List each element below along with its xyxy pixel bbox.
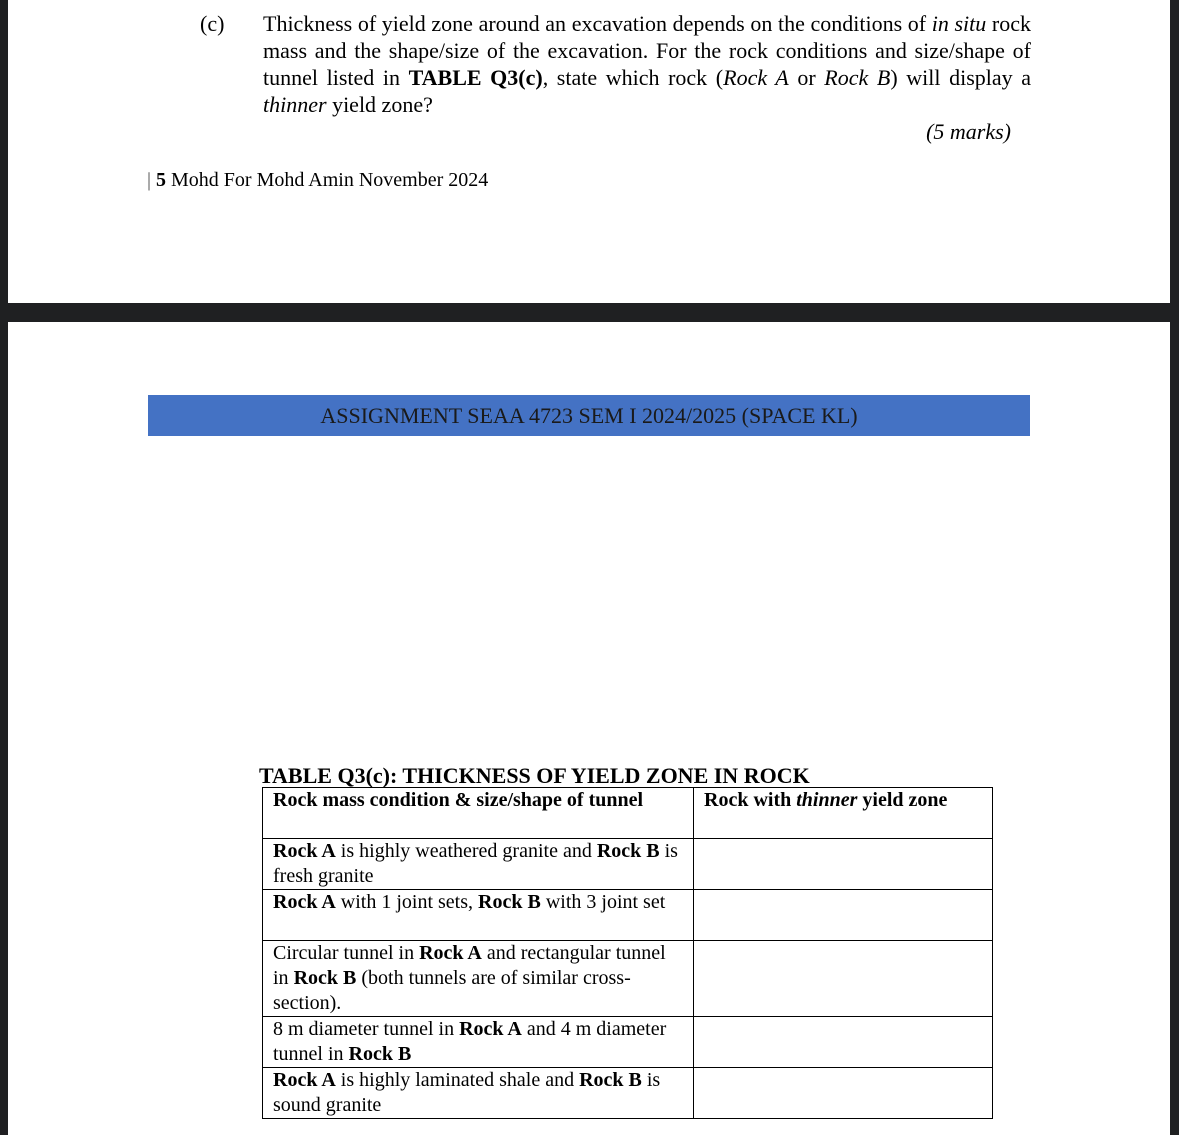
condition-text: is sound granite	[273, 1069, 661, 1116]
header-thinner: thinner	[796, 789, 858, 811]
header-text-part: Rock with	[704, 789, 797, 811]
answer-cell[interactable]	[694, 941, 993, 1017]
rock-name: Rock B	[579, 1069, 642, 1091]
question-text-part: or	[788, 65, 825, 90]
question-text-part: yield zone?	[326, 92, 433, 117]
table-header-condition: Rock mass condition & size/shape of tunnel	[263, 788, 694, 839]
table-row	[263, 839, 993, 890]
question-marks: (5 marks)	[926, 119, 1011, 144]
rock-condition-cell	[263, 941, 694, 1017]
page-footer	[147, 167, 488, 193]
question-rock-b: Rock B	[824, 65, 891, 90]
rock-condition-cell	[263, 1017, 694, 1068]
condition-text: 8 m diameter tunnel in	[273, 1018, 460, 1040]
question-text-part: Thickness of yield zone around an excavation depends on the conditions of	[263, 11, 932, 36]
document-page-bottom	[8, 322, 1170, 1135]
question-text-part: rock mass and the shape/size of the excavation. For the rock conditions and size/shape of tunnel listed in	[263, 11, 1031, 90]
condition-text: and rectangular tunnel in	[273, 942, 666, 989]
question-rock-a: Rock A	[723, 65, 789, 90]
question-text	[263, 10, 1031, 118]
condition-text: and 4 m diameter tunnel in	[273, 1018, 667, 1065]
rock-name: Rock A	[273, 1069, 336, 1091]
rock-name: Rock A	[419, 942, 482, 964]
footer-bar: |	[147, 169, 152, 191]
table-row	[263, 1017, 993, 1068]
condition-text: is highly laminated shale and	[335, 1069, 580, 1091]
table-header-thinner-rock	[694, 788, 993, 839]
table-title: TABLE Q3(c): THICKNESS OF YIELD ZONE IN ROCK	[259, 763, 810, 788]
question-text-part: ) will display a	[890, 65, 1032, 90]
condition-text: Circular tunnel in	[273, 942, 420, 964]
condition-text: is highly weathered granite and	[335, 840, 597, 862]
rock-name: Rock B	[596, 840, 660, 862]
table-body	[263, 839, 993, 1119]
table-row	[263, 941, 993, 1017]
rock-name: Rock B	[293, 967, 357, 989]
rock-name: Rock B	[348, 1043, 412, 1065]
rock-condition-cell	[263, 839, 694, 890]
header-text-part: yield zone	[857, 789, 948, 811]
yield-zone-table	[262, 787, 993, 1119]
rock-name: Rock A	[459, 1018, 522, 1040]
table-row	[263, 890, 993, 941]
condition-text: (both tunnels are of similar cross-section).	[273, 967, 631, 1014]
question-label: (c)	[200, 11, 225, 36]
table-header-row	[263, 788, 993, 839]
question-table-ref: TABLE Q3(c)	[408, 65, 543, 90]
rock-name: Rock A	[273, 891, 336, 913]
rock-name: Rock A	[273, 840, 336, 862]
answer-cell[interactable]	[694, 1017, 993, 1068]
condition-text: with 3 joint set	[540, 891, 666, 913]
document-page-top	[8, 0, 1170, 303]
rock-name: Rock B	[478, 891, 541, 913]
footer-page-number: 5	[156, 169, 167, 191]
answer-cell[interactable]	[694, 839, 993, 890]
answer-cell[interactable]	[694, 1068, 993, 1119]
question-in-situ: in situ	[931, 11, 987, 36]
condition-text: is fresh granite	[273, 840, 678, 887]
question-text-part: , state which rock (	[542, 65, 724, 90]
table-row	[263, 1068, 993, 1119]
footer-text: Mohd For Mohd Amin November 2024	[166, 169, 489, 191]
rock-condition-cell	[263, 1068, 694, 1119]
condition-text: with 1 joint sets,	[335, 891, 479, 913]
assignment-banner: ASSIGNMENT SEAA 4723 SEM I 2024/2025 (SPACE KL)	[148, 395, 1030, 436]
question-thinner: thinner	[263, 92, 327, 117]
answer-cell[interactable]	[694, 890, 993, 941]
rock-condition-cell	[263, 890, 694, 941]
